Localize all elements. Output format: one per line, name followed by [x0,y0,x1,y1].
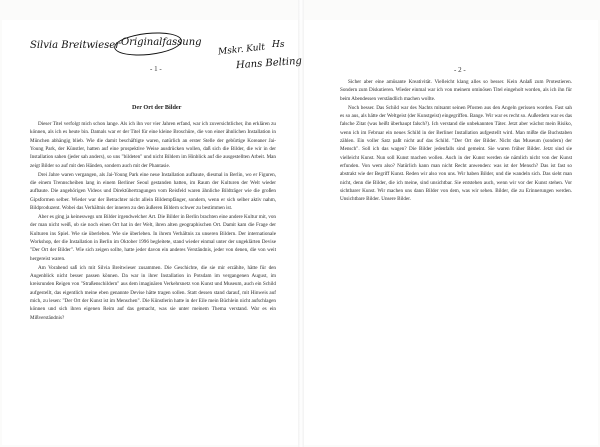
paragraph: Am Vorabend saß ich mit Silvia Breitwieser zusammen. Die Geschichte, die sie mir erzählte, hätte für den Augenblick nicht besser passen können. Da war in ihrer Installation in Potsdam im vergangenen August, im kreisrunden Reigen von "Straßenschildern" aus dem imaginären Verkehrsnetz von Kunst und Museum, auch ein Schild aufgestellt, das eigentlich meine eben genannte Devise hätte tragen sollen. Statt dessen stand darauf, mit Hinweis auf mich, zu lesen: "Der Ort der Kunst ist im Menschen". Die Künstlerin hatte in der Eile mein Büchlein nicht aufschlagen können und sich ihren eigenen Reim auf das gemacht, was sie unter meinem Thema verstand. War es ein Mißverständnis? [30,264,276,321]
page-number-left: - 1 - [150,65,162,73]
page-number-right: - 2 - [454,66,466,74]
paragraph: Noch besser. Das Schild war des Nachts mitsamt seinen Pfosten aus den Angeln gerissen worden. Fast sah es so aus, als hätte der Weltgeist (der Kunstgeist) eingegriffen. Bange. Wir war es recht so. Außerdem war es das falsche Zitat (was heißt überhaupt falsch?). Ich verstand die unbekannten Täter. Jetzt aber wächst mein Risiko, wenn ich im Februar ein neues Schild in der Berliner Installation aufgestellt wird. Man mißte die Buchstaben zählen. Ein voller Satz paßt nicht auf das Schild. "Der Ort der Bilder. Nicht das Museum (sondern) der Mensch". Soll ich das wagen? Die Bilder jedenfalls sind gemeint. Sie waren früher Bilder. Jetzt sind sie vielleicht Kunst. Nun soll Kunst machen wollen. Auch in der Kunst werden sie nämlich nicht von der Kunst erfunden. Von wem also? Natürlich kann man nicht Recht anwenden: was ist der Mensch? Das ist fast so abstrakt wie der Begriff Kunst. Reden wir also von uns. Wir haben Bilder, und die wandeln sich. Das sieht man nicht, denn die Bilder, die ich meine, sind unsichtbar. Sie entstehen auch, wenn wir vor der Kunst stehen. Vor sichtbarer Kunst. Wir machen uns dann Bilder von dem, was wir sehen. Bilder, die zu Erinnerungen werden. Unsichtbare Bilder. Unsere Bilder. [340,104,572,203]
handwritten-name: Silvia Breitwieser [30,40,121,51]
handwritten-note-right-2: Hs [272,40,285,50]
document-title: Der Ort der Bilder [132,104,182,111]
page-right-body [340,78,572,204]
paragraph: Dieser Titel verfolgt mich schon lange. Als ich ihn vor vier Jahren erfand, war ich zuversichtlicher, ihn erklären zu können, als ich es heute bin. Damals war er der Titel für eine kleine Broschüre, die von einer ähnlichen Installation in München abhängig blieb. Wie die damit beschäftigte waren, natürlich an erster Stelle der gebürtige Koreaner Jai-Young Park, der Künstler, hatten auf eine prospektive Weise ausdrücken wollen, daß sich die Bilder, die wir in der Installation sahen (jeder sah anders), so uns "bildeten" und nicht Bildern im Hinblick auf die ausgestellten Arbeit. Man zeigt Bilder so auf mit den Händen, sondern auch mit der Phantasie. [30,121,276,169]
page-gutter [298,0,304,447]
handwritten-circled-note: Originalfassung [121,37,202,48]
page-left-body [30,120,276,322]
paragraph: Sicher aber eine amüsante Kreativität. Vielleicht klang alles so besser. Kein Anlaß zum Protestieren. Sondern zum Diskutieren. Wieder einmal war ich von meinem ominösen Titel eingeholt worden, als ich ihn für beim Abendessen verständlich machen wollte. [340,79,572,102]
paragraph: Drei Jahre waren vergangen, als Jai-Young Park eine neue Installation aufbaute, diesmal in Berlin, wo er Figuren, die einem Trennscheiben lang in einem Berliner Seoul gestanden hatten, im Raum der Kulturen der Welt wieder aufbaute. Die angehörigen Videos und Direktübertragungen vom Reisfeld waren ähnliche Bildträger wie die großen Gipsformen selber. Wieder war der Betrachter nicht allein Bildempfänger, sondern, wenn er sich selber aktiv nahm, Bildproduzent. Wobei das Verhältnis der inneren zu den äußeren Bildern schwer zu bestimmen ist. [30,171,276,212]
handwritten-author-name: Hans Belting [235,55,303,72]
handwritten-note-right: Mskr. Kult [217,42,266,58]
paragraph: Aber es ging ja keineswegs um Bilder irgendwelcher Art. Die Bilder in Berlin brachten eine andere Kultur mit, von der man nicht weiß, ob sie noch einen Ort hat in der Welt, ihren alten geographischen Ort. Damit kam die Frage der Kulturen ins Spiel. Wie sie überleben. Wie sie überleben. In ihrem Verhältnis zu unseren Bildern. Der internationale Workshop, der die Installation in Berlin im Oktober 1996 begleitete, stand wieder einmal unter der ungeklärten Devise "Der Ort der Bilder". Wie sich zeigen sollte, hatte jeder davon ein anderes Verständnis, jeder von denen, die von weit hergereist waren. [30,213,276,262]
